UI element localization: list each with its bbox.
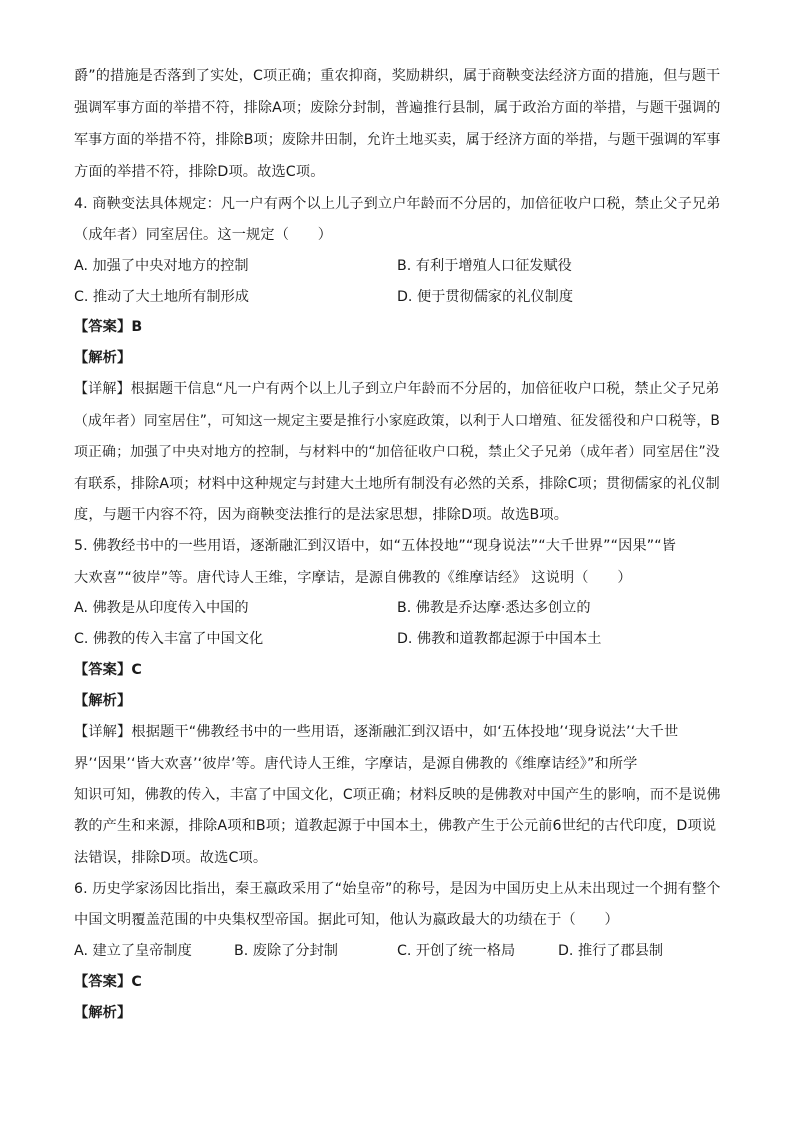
q4-detail: 【详解】根据题干信息“凡一户有两个以上儿子到立户年龄而不分居的，加倍征收户口税，禁止父子兄弟 <box>74 381 720 397</box>
question-4-stem: （成年者）同室居住。这一规定（ ） <box>74 227 333 243</box>
q4-analysis-heading: 【解析】 <box>74 350 132 366</box>
text-line: 方面的举措不符，排除D项。故选C项。 <box>74 164 325 180</box>
text-line: 军事方面的举措不符，排除B项；废除井田制，允许土地买卖，属于经济方面的举措，与题干强调的军事 <box>74 132 721 148</box>
q4-option-b: B. 有利于增殖人口征发赋役 <box>397 258 572 274</box>
q5-answer: 【答案】C <box>74 662 142 678</box>
q4-detail: 项正确；加强了中央对地方的控制，与材料中的“加倍征收户口税，禁止父子兄弟（成年者）同室居住”没 <box>74 444 720 460</box>
text-line: 强调军事方面的举措不符，排除A项；废除分封制，普遍推行县制，属于政治方面的举措，与题干强调的 <box>74 100 721 116</box>
q6-option-b: B. 废除了分封制 <box>234 943 338 959</box>
q4-detail: （成年者）同室居住”，可知这一规定主要是推行小家庭政策，以利于人口增殖、征发徭役和户口税等，B <box>74 413 720 429</box>
q4-option-a: A. 加强了中央对地方的控制 <box>74 258 249 274</box>
q5-detail: 知识可知，佛教的传入，丰富了中国文化，C项正确；材料反映的是佛教对中国产生的影响，而不是说佛 <box>74 787 721 803</box>
q5-option-c: C. 佛教的传入丰富了中国文化 <box>74 631 264 647</box>
question-5-stem: 5. 佛教经书中的一些用语，逐渐融汇到汉语中，如“五体投地”“现身说法”“大千世界”“因果”“皆 <box>74 538 677 554</box>
q4-detail: 有联系，排除A项；材料中这种规定与封建大土地所有制没有必然的关系，排除C项；贯彻儒家的礼仪制 <box>74 476 720 492</box>
q6-option-a: A. 建立了皇帝制度 <box>74 943 192 959</box>
question-6-stem: 中国文明覆盖范围的中央集权型帝国。据此可知，他认为嬴政最大的功绩在于（ ） <box>74 912 619 928</box>
q5-detail: 教的产生和来源，排除A项和B项；道教起源于中国本土，佛教产生于公元前6世纪的古代印度，D项说 <box>74 818 717 834</box>
text-line: 爵”的措施是否落到了实处，C项正确；重农抑商，奖励耕织，属于商鞅变法经济方面的措施，但与题干 <box>74 68 721 84</box>
q4-option-c: C. 推动了大土地所有制形成 <box>74 289 249 305</box>
q6-option-d: D. 推行了郡县制 <box>558 943 664 959</box>
q4-detail: 度，与题干内容不符，因为商鞅变法推行的是法家思想，排除D项。故选B项。 <box>74 507 569 523</box>
q5-option-b: B. 佛教是乔达摩·悉达多创立的 <box>397 600 591 616</box>
question-5-stem: 大欢喜”“彼岸”等。唐代诗人王维，字摩诘，是源自佛教的《维摩诘经》 这说明（ ） <box>74 570 632 586</box>
q5-option-d: D. 佛教和道教都起源于中国本土 <box>397 631 602 647</box>
question-4-stem: 4. 商鞅变法具体规定：凡一户有两个以上儿子到立户年龄而不分居的，加倍征收户口税，禁止父子兄弟 <box>74 196 721 212</box>
q4-answer: 【答案】B <box>74 319 143 335</box>
question-6-stem: 6. 历史学家汤因比指出，秦王嬴政采用了“始皇帝”的称号，是因为中国历史上从未出现过一个拥有整个 <box>74 881 721 897</box>
q5-detail: 【详解】根据题干“佛教经书中的一些用语，逐渐融汇到汉语中，如‘五体投地’‘现身说法’‘大千世 <box>74 724 679 740</box>
q5-option-a: A. 佛教是从印度传入中国的 <box>74 600 249 616</box>
q4-option-d: D. 便于贯彻儒家的礼仪制度 <box>397 289 574 305</box>
q6-analysis-heading: 【解析】 <box>74 1005 132 1021</box>
q6-option-c: C. 开创了统一格局 <box>397 943 516 959</box>
q5-analysis-heading: 【解析】 <box>74 693 132 709</box>
q5-detail: 界’‘因果’‘皆大欢喜’‘彼岸’等。唐代诗人王维，字摩诘，是源自佛教的《维摩诘经》”和所学 <box>74 756 638 772</box>
q6-answer: 【答案】C <box>74 974 142 990</box>
q5-detail: 法错误，排除D项。故选C项。 <box>74 850 268 866</box>
